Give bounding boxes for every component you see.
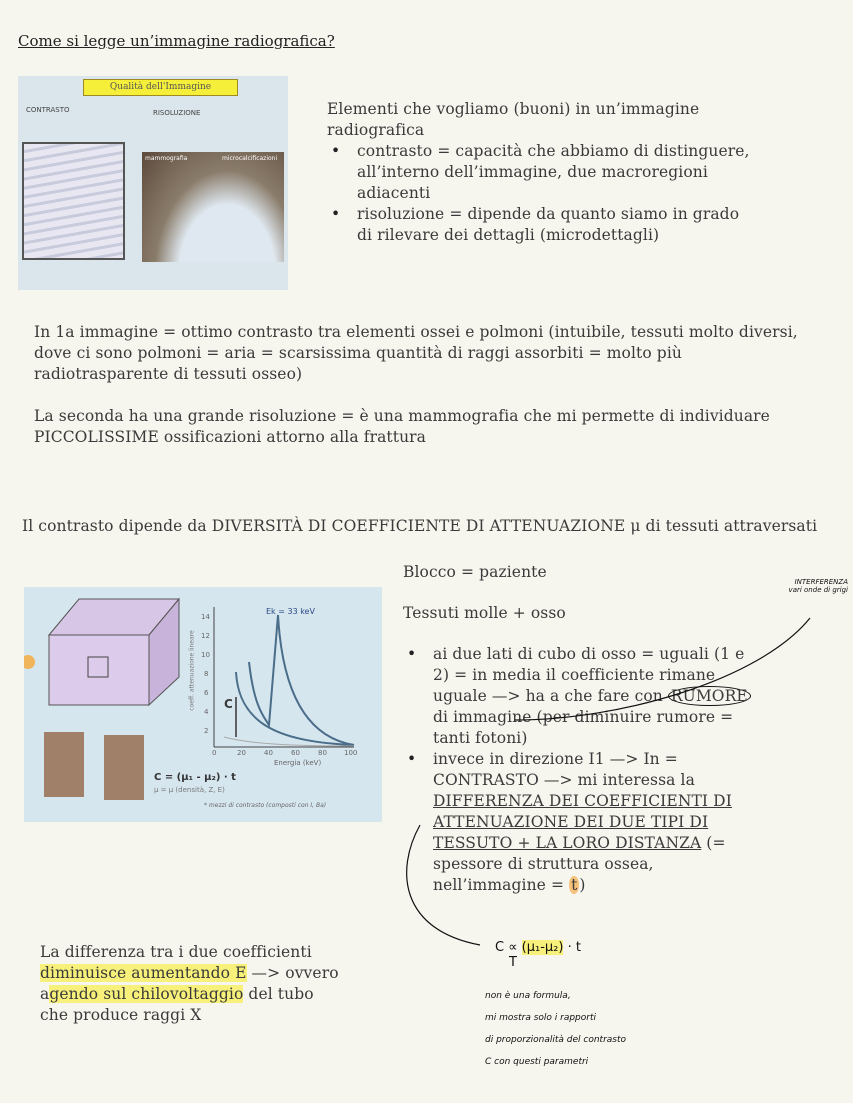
y-tick: 2 — [204, 727, 209, 735]
bullet-risoluzione: • risoluzione = dipende da quanto siamo in grado di rilevare dei dettagli (microdettagli) — [327, 204, 757, 246]
bullet-rumore: • ai due lati di cubo di osso = uguali (1 e 2) = in media il coefficiente rimane uguale —> ha a che fare con RUMORE di immagine (per diminuire rumore = tanti fotoni) — [403, 644, 758, 749]
y-tick: 6 — [204, 689, 209, 697]
handwritten-explanation: non è una formula, mi mostra solo i rapporti di proporzionalità del contrasto C con questi parametri — [485, 991, 627, 1067]
mammo-label: mammografia — [145, 155, 188, 162]
y-tick: 10 — [201, 651, 210, 659]
contrast-formula: C = (μ₁ - μ₂) · t — [154, 772, 236, 783]
intro-heading: Elementi che vogliamo (buoni) in un’immagine radiografica — [327, 100, 700, 139]
y-tick: 4 — [204, 708, 209, 716]
bullet-contrasto-direzione: • invece in direzione I1 —> In = CONTRASTO —> mi interessa la DIFFERENZA DEI COEFFICIENTI DI ATTENUAZIONE DEI DUE TIPI DI TESSUTO + LA LORO DISTANZA (= spessore di struttura ossea, nell’immagine = t ) — [403, 749, 758, 896]
slide-header: Qualità dell'Immagine — [83, 79, 238, 96]
ek-label: Ek = 33 keV — [266, 607, 315, 616]
page-title: Come si legge un’immagine radiografica? — [18, 32, 335, 50]
bottom-note: La differenza tra i due coefficienti diminuisce aumentando E —> ovvero agendo sul chilovoltaggio del tubo che produce raggi X — [40, 943, 339, 1024]
paragraph-second-image: La seconda ha una grande risoluzione = è una mammografia che mi permette di individuare PICCOLISSIME ossificazioni attorno alla frattura — [34, 407, 770, 446]
slide-contrasto-label: CONTRASTO — [26, 106, 70, 114]
contrast-media-note: * mezzi di contrasto (composti con I, Ba) — [204, 802, 327, 809]
handwritten-formula: C ∝ (μ₁-μ₂) · t T — [495, 940, 581, 970]
x-axis-label: Energia (keV) — [274, 759, 322, 767]
x-tick: 80 — [318, 749, 327, 757]
chest-xray-image — [22, 142, 125, 260]
x-tick: 40 — [264, 749, 273, 757]
y-tick: 12 — [201, 632, 210, 640]
y-tick: 14 — [201, 613, 210, 621]
mammography-image — [142, 152, 284, 262]
x-tick: 100 — [344, 749, 358, 757]
c-marker: C — [224, 697, 233, 711]
x-tick: 60 — [291, 749, 300, 757]
y-tick: 8 — [204, 670, 209, 678]
right-notes — [403, 562, 758, 896]
x-tick: 20 — [237, 749, 246, 757]
x-tick: 0 — [212, 749, 217, 757]
intro-block — [327, 99, 757, 246]
paragraph-contrast: Il contrasto dipende da DIVERSITÀ DI COEFFICIENTE DI ATTENUAZIONE μ di tessuti attraversati — [22, 517, 818, 535]
paragraph-first-image: In 1a immagine = ottimo contrasto tra elementi ossei e polmoni (intuibile, tessuti molto diversi, dove ci sono polmoni = aria = scarsissima quantità di raggi assorbiti = molto più radiotrasparente di tessuti osseo) — [34, 323, 798, 383]
bullet-contrasto: • contrasto = capacità che abbiamo di distinguere, all’interno dell’immagine, due macroregioni adiacenti — [327, 141, 757, 204]
blocco-paziente: Blocco = paziente — [403, 563, 547, 581]
slide-risoluzione-label: RISOLUZIONE — [153, 109, 201, 117]
slide-image-quality — [18, 76, 288, 290]
mu-definition: μ = μ (densità, Z, E) — [154, 786, 225, 794]
micro-label: microcalcificazioni — [222, 155, 278, 162]
y-axis-label: coeff. attenuazione lineare — [188, 630, 196, 711]
tessuti-text: Tessuti molle + osso — [403, 604, 566, 622]
handwritten-interferenza: INTERFERENZA vari onde di grigi — [788, 578, 848, 594]
slide-attenuation — [24, 587, 382, 822]
